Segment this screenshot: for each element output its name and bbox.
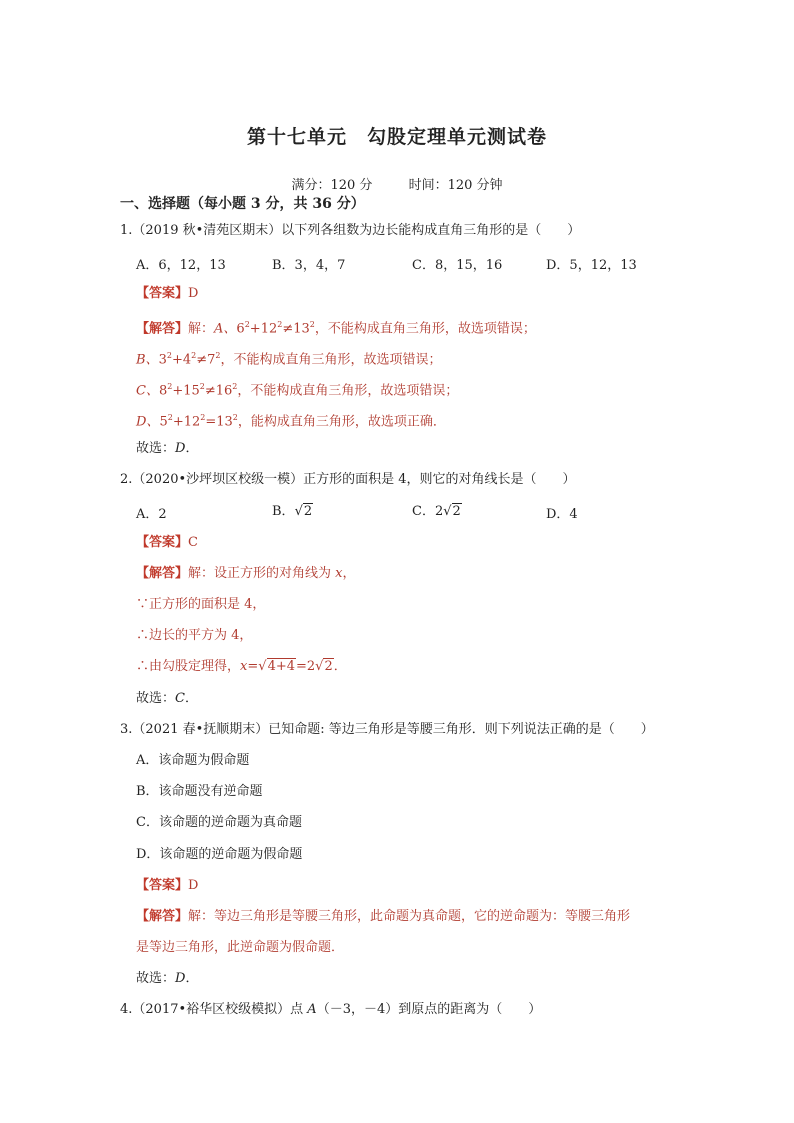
q1-option-c: C．8，15，16 — [412, 258, 503, 273]
q1-analysis-line-a: 【解答】解：A、$6^2+12^2\ne 13^2$，不能构成直角三角形，故选项错误； — [136, 320, 536, 337]
q3-answer — [136, 876, 198, 896]
q3-option-a: A．该命题为假命题 — [136, 753, 250, 768]
q1-option-d: D．5，12，13 — [546, 258, 637, 273]
q1-option-a: A．6，12，13 — [136, 258, 226, 273]
q1-stem: 1.（2019 秋•清苑区期末）以下列各组数为边长能构成直角三角形的是（ ） — [120, 223, 581, 238]
answer-value: D — [188, 878, 199, 893]
page-title: 第十七单元 勾股定理单元测试卷 — [246, 126, 547, 148]
q2-analysis-line-2: ∵正方形的面积是 4， — [136, 597, 266, 612]
q1-analysis-line-c: C、$8^2+15^2\ne 16^2$，不能构成直角三角形，故选项错误； — [136, 382, 459, 399]
q2-option-a: A．2 — [136, 507, 167, 522]
time-limit: 时间：120 分钟 — [408, 178, 503, 193]
q3-stem: 3.（2021 春•抚顺期末）已知命题: 等边三角形是等腰三角形．则下列说法正确的是（ ） — [120, 722, 654, 737]
q1-choose: 故选：D． — [136, 441, 199, 456]
section-heading: 一、选择题（每小题 3 分，共 36 分） — [120, 196, 365, 212]
q2-analysis-line-3: ∴边长的平方为 4， — [136, 628, 253, 643]
q2-option-b: B．√2 — [272, 504, 313, 519]
exam-meta — [0, 174, 794, 193]
q3-choose: 故选：D． — [136, 971, 199, 986]
q3-option-b: B．该命题没有逆命题 — [136, 784, 263, 799]
q2-option-c: C．2√2 — [412, 504, 461, 519]
answer-tag: 【答案】 — [136, 286, 189, 301]
answer-tag: 【答案】 — [136, 878, 189, 893]
analysis-tag: 【解答】 — [136, 909, 189, 924]
q2-choose: 故选：C． — [136, 691, 198, 706]
q3-option-c: C．该命题的逆命题为真命题 — [136, 815, 302, 830]
q2-answer — [136, 533, 198, 553]
q4-stem: 4.（2017•裕华区校级模拟）点 A（－3，－4）到原点的距离为（ ） — [120, 1002, 542, 1017]
q1-option-b: B．3，4，7 — [272, 258, 346, 273]
q3-option-d: D．该命题的逆命题为假命题 — [136, 847, 303, 862]
q3-analysis-line-1: 【解答】解：等边三角形是等腰三角形，此命题为真命题，它的逆命题为：等腰三角形 — [136, 909, 631, 924]
answer-value: C — [188, 535, 198, 550]
analysis-tag: 【解答】 — [136, 566, 189, 581]
q2-stem: 2.（2020•沙坪坝区校级一模）正方形的面积是 4，则它的对角线长是（ ） — [120, 472, 576, 487]
q2-option-d: D．4 — [546, 507, 578, 522]
full-score: 满分：120 分 — [291, 178, 373, 193]
q3-analysis-line-2: 是等边三角形，此逆命题为假命题． — [136, 940, 345, 955]
q2-analysis-line-4: ∴由勾股定理得，x=√4+4=2√2． — [136, 659, 347, 674]
answer-value: D — [188, 286, 199, 301]
analysis-tag: 【解答】 — [136, 321, 189, 337]
q2-analysis-line-1: 【解答】解：设正方形的对角线为 x， — [136, 566, 356, 581]
q1-answer — [136, 284, 198, 304]
q1-analysis-line-d: D、$5^2+12^2=13^2$，能构成直角三角形，故选项正确． — [136, 413, 446, 430]
q1-analysis-line-b: B、$3^2+4^2\ne 7^2$，不能构成直角三角形，故选项错误； — [136, 351, 442, 368]
answer-tag: 【答案】 — [136, 535, 189, 550]
